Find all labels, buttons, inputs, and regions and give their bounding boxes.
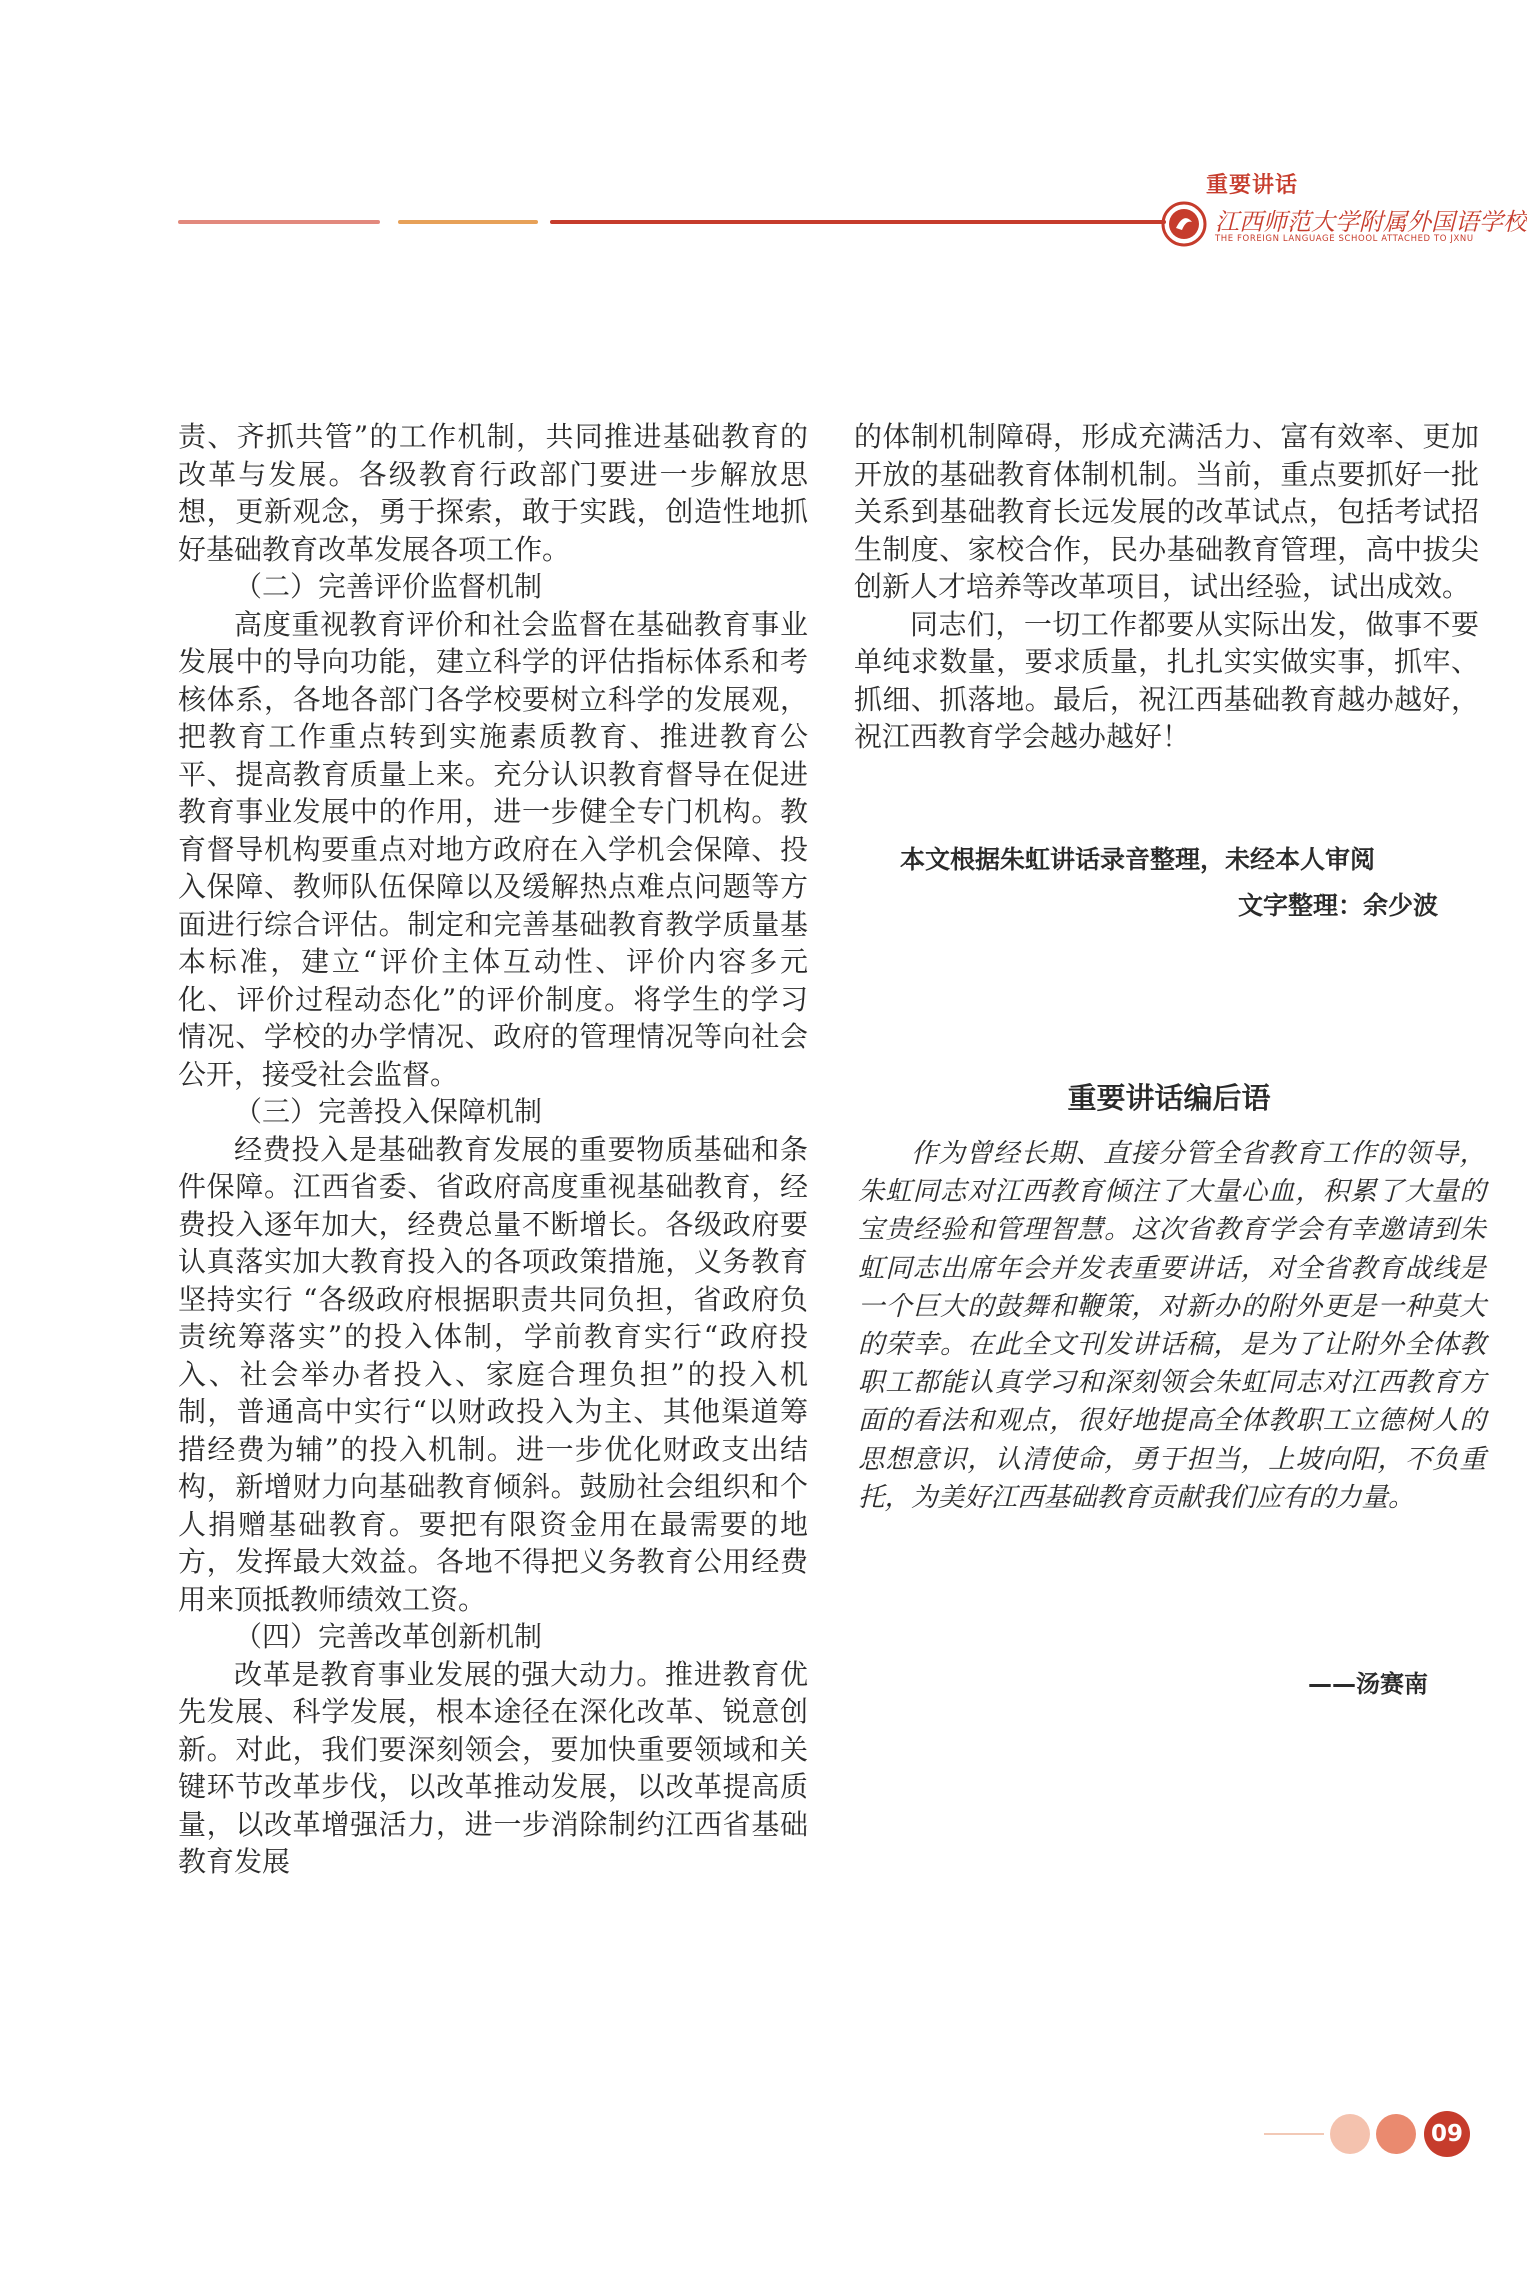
page-number: 09 — [1424, 2111, 1470, 2157]
school-name-en: THE FOREIGN LANGUAGE SCHOOL ATTACHED TO JXNU — [1215, 234, 1474, 244]
section-heading: （三）完善投入保障机制 — [234, 1095, 543, 1128]
afterword-signature: ——汤赛南 — [1308, 1670, 1428, 1698]
paragraph: 改革是教育事业发展的强大动力。推进教育优先发展、科学发展，根本途径在深化改革、锐意创新。对此，我们要深刻领会，要加快重要领域和关键环节改革步伐，以改革推动发展，以改革提高质量，以改革增强活力，进一步消除制约江西省基础教育发展 — [178, 1657, 808, 1878]
school-logo-icon — [1160, 200, 1208, 252]
paragraph: 高度重视教育评价和社会监督在基础教育事业发展中的导向功能，建立科学的评估指标体系和考核体系，各地各部门各学校要树立科学的发展观，把教育工作重点转到实施素质教育、推进教育公平、提高教育质量上来。充分认识教育督导在促进教育事业发展中的作用，进一步健全专门机构。教育督导机构要重点对地方政府在入学机会保障、投入保障、教师队伍保障以及缓解热点难点问题等方面进行综合评估。制定和完善基础教育教学质量基本标准，建立“评价主体互动性、评价内容多元化、评价过程动态化”的评价制度。将学生的学习情况、学校的办学情况、政府的管理情况等向社会公开，接受社会监督。 — [178, 607, 808, 1091]
paragraph: 同志们，一切工作都要从实际出发，做事不要单纯求数量，要求质量，扎扎实实做实事，抓牢、抓细、抓落地。最后，祝江西基础教育越办越好，祝江西教育学会越办越好！ — [854, 607, 1479, 753]
header-rule-segment — [398, 220, 538, 224]
header-rule-segment — [550, 220, 1166, 224]
section-heading: （四）完善改革创新机制 — [234, 1620, 543, 1653]
paragraph: 经费投入是基础教育发展的重要物质基础和条件保障。江西省委、省政府高度重视基础教育，经费投入逐年加大，经费总量不断增长。各级政府要认真落实加大教育投入的各项政策措施，义务教育坚持实行 “各级政府根据职责共同负担，省政府负责统筹落实”的投入体制，学前教育实行“政府投入、社会举办者投入、家庭合理负担”的投入机制，普通高中实行“以财政投入为主、其他渠道筹措经费为辅”的投入机制。进一步优化财政支出结构，新增财力向基础教育倾斜。鼓励社会组织和个人捐赠基础教育。要把有限资金用在最需要的地方，发挥最大效益。各地不得把义务教育公用经费用来顶抵教师绩效工资。 — [178, 1132, 808, 1616]
footer-dot — [1330, 2114, 1370, 2154]
section-heading: （二）完善评价监督机制 — [234, 570, 543, 603]
footer-rule — [1264, 2133, 1324, 2135]
right-column — [854, 418, 1484, 756]
paragraph: 的体制机制障碍，形成充满活力、富有效率、更加开放的基础教育体制机制。当前，重点要抓好一批关系到基础教育长远发展的改革试点，包括考试招生制度、家校合作，民办基础教育管理，高中拔尖创新人才培养等改革项目，试出经验，试出成效。 — [854, 420, 1479, 603]
left-column — [178, 418, 808, 1881]
transcript-note: 本文根据朱虹讲话录音整理，未经本人审阅 — [900, 845, 1376, 874]
editor-credit: 文字整理：余少波 — [1237, 891, 1438, 920]
paragraph: 责、齐抓共管”的工作机制，共同推进基础教育的改革与发展。各级教育行政部门要进一步解放思想，更新观念，勇于探索，敢于实践，创造性地抓好基础教育改革发展各项工作。 — [178, 420, 808, 566]
footer-dot — [1376, 2114, 1416, 2154]
afterword-title: 重要讲话编后语 — [1067, 1081, 1271, 1115]
header-rule-segment — [178, 220, 380, 224]
afterword-body: 作为曾经长期、直接分管全省教育工作的领导，朱虹同志对江西教育倾注了大量心血，积累了大量的宝贵经验和管理智慧。这次省教育学会有幸邀请到朱虹同志出席年会并发表重要讲话，对全省教育战线是一个巨大的鼓舞和鞭策，对新办的附外更是一种莫大的荣幸。在此全文刊发讲话稿，是为了让附外全体教职工都能认真学习和深刻领会朱虹同志对江西教育方面的看法和观点，很好地提高全体教职工立德树人的思想意识，认清使命，勇于担当，上坡向阳，不负重托，为美好江西基础教育贡献我们应有的力量。 — [858, 1138, 1486, 1513]
school-name-cn: 江西师范大学附属外国语学校 — [1215, 208, 1527, 236]
section-title: 重要讲话 — [1206, 173, 1299, 198]
